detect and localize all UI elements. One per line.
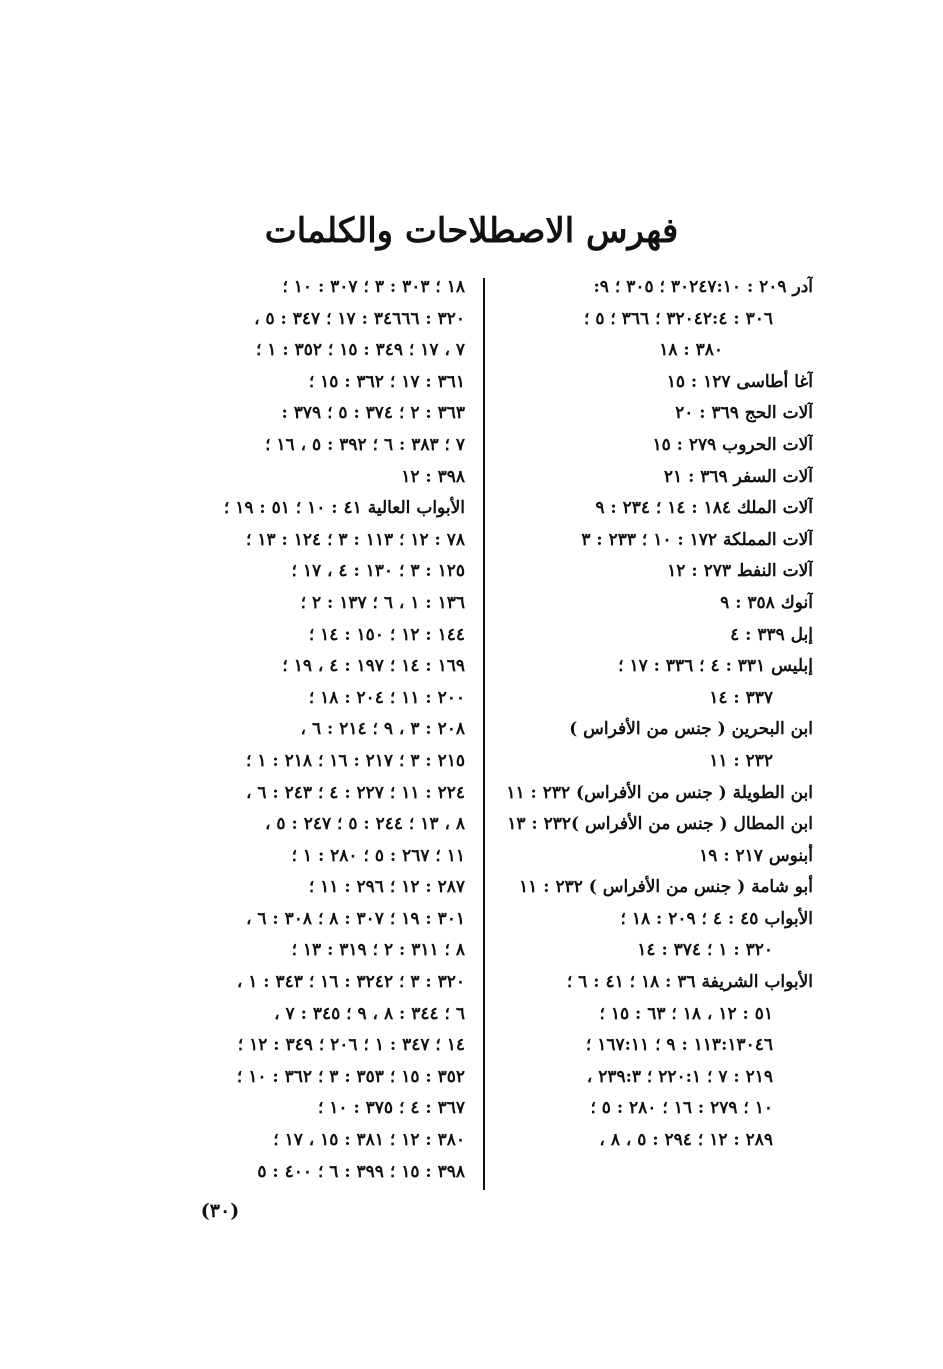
index-entry-line: آلات الحروب ٢٧٩ : ١٥ [652, 434, 813, 455]
index-entry-line: آنوك ٣٥٨ : ٩ [720, 592, 813, 613]
index-entry-line: الأبواب العالية ٤١ : ١٠ ؛ ٥١ : ١٩ ؛ [223, 498, 465, 519]
index-entry-line: ٢٨٧ : ١٢ ؛ ٢٩٦ : ١١ ؛ [308, 877, 465, 898]
index-entry-line: ١٦٩ : ١٤ ؛ ١٩٧ : ٤ ، ١٩ ؛ [282, 656, 465, 677]
index-entry-line: إبليس ٣٣١ : ٤ ؛ ٣٣٦ : ١٧ ؛ [618, 656, 813, 677]
index-entry-line: أبو شامة ( جنس من الأفراس ) ٢٣٢ : ١١ [519, 877, 813, 898]
index-entry-line: ١٣٦ : ١ ، ٦ ؛ ١٣٧ : ٢ ؛ [300, 592, 465, 613]
index-entry-line: ابن الطويلة ( جنس من الأفراس) ٢٣٢ : ١١ [506, 782, 813, 803]
index-entry-line: ٢١٥ : ٣ ؛ ٢١٧ : ١٦ ؛ ٢١٨ : ١ ؛ [246, 750, 465, 771]
index-entry-line: ١٤٤ : ١٢ ؛ ١٥٠ : ١٤ ؛ [308, 624, 465, 645]
index-entry-line: ٣٦٧ : ٤ ؛ ٣٧٥ : ١٠ ؛ [317, 1098, 465, 1119]
index-entry-line: ٧٨ : ١٢ ؛ ١١٣ : ٣ ؛ ١٢٤ : ١٣ ؛ [246, 529, 465, 550]
index-entry-line: ١٠ ؛ ٢٧٩ : ١٦ ؛ ٢٨٠ : ٥ ؛ [590, 1098, 773, 1119]
index-entry-line: آلات الملك ١٨٤ : ١٤ ؛ ٢٣٤ : ٩ [595, 498, 813, 519]
index-entry-line: ٢٠٨ : ٣ ، ٩ ؛ ٢١٤ : ٦ ، [300, 719, 465, 740]
index-entry-line: ٨ ، ١٣ ؛ ٢٤٤ : ٥ ؛ ٢٤٧ : ٥ ، [265, 814, 465, 835]
index-entry-line: آغا أطاسى ١٢٧ : ١٥ [666, 371, 813, 392]
index-entry-line: ١٨ ؛ ٣٠٣ : ٣ ؛ ٣٠٧ : ١٠ ؛ [282, 277, 465, 297]
index-column-left [147, 272, 465, 1188]
index-entry-line: ٢٠٠ : ١١ ؛ ٢٠٤ : ١٨ ؛ [308, 687, 465, 708]
index-entry-line: ٨ ؛ ٣١١ : ٢ ؛ ٣١٩ : ١٣ ؛ [291, 940, 465, 961]
index-entry-line: ٧ ، ١٧ ؛ ٣٤٩ : ١٥ ؛ ٣٥٢ : ١ ؛ [255, 340, 465, 361]
index-entry-line: آلات النفط ٢٧٣ : ١٢ [667, 561, 813, 582]
index-entry-line: ٣٩٨ : ١٥ ؛ ٣٩٩ : ٦ ؛ ٤٠٠ : ٥ [257, 1161, 465, 1182]
index-entry-line: ٢٣٢ : ١١ [709, 750, 773, 771]
index-entry-line: ٣٦٣ : ٢ ؛ ٣٧٤ : ٥ ؛ ٣٧٩ : [281, 403, 465, 424]
index-column-right [495, 272, 813, 1157]
page-title: فهرس الاصطلاحات والكلمات [264, 210, 679, 251]
index-entry-line: ٦ ؛ ٣٤٤ : ٨ ، ٩ ؛ ٣٤٥ : ٧ ، [274, 1003, 465, 1024]
index-entry-line: الأبواب ٤٥ : ٤ ؛ ٢٠٩ : ١٨ ؛ [620, 908, 813, 929]
index-entry-line: الأبواب الشريفة ٣٦ : ١٨ ؛ ٤١ : ٦ ؛ [566, 972, 813, 993]
index-entry-line: ٢٨٩ : ١٢ ؛ ٢٩٤ : ٥ ، ٨ ، [599, 1130, 773, 1151]
index-entry-line: ٣٢٠ : ٣ ؛ ٣٢٤٢ : ١٦ ؛ ٣٤٣ : ١ ، [236, 972, 465, 993]
index-entry-line: ٣٨٠ : ١٨ [659, 340, 723, 361]
index-entry-line: ٢٢٤ : ١١ ؛ ٢٢٧ : ٤ ؛ ٢٤٣ : ٦ ، [245, 782, 465, 803]
index-entry-line: ١٤ ؛ ٣٤٧ : ١ ؛ ٢٠٦ ؛ ٣٤٩ : ١٢ ؛ [237, 1035, 465, 1056]
index-entry-line: ٣٦١ : ١٧ ؛ ٣٦٢ : ١٥ ؛ [308, 371, 465, 392]
index-entry-line: أبنوس ٢١٧ : ١٩ [699, 845, 813, 866]
index-entry-line: ٣٠٦ : ٣٢٠٤٢:٤ ؛ ٣٦٦ ؛ ٥ ؛ [584, 308, 773, 329]
index-entry-line: آلات المملكة ١٧٢ : ١٠ ؛ ٢٣٣ : ٣ [581, 529, 813, 550]
index-entry-line: ٣٩٨ : ١٢ [401, 466, 465, 487]
page-number: (٣٠) [200, 1200, 240, 1222]
index-entry-line: ٣٨٠ : ١٢ ؛ ٣٨١ : ١٥ ، ١٧ ؛ [273, 1130, 465, 1151]
index-entry-line: آلات السفر ٣٦٩ : ٢١ [663, 466, 813, 487]
index-entry-line: ١٢٥ : ٣ ؛ ١٣٠ : ٤ ، ١٧ ؛ [291, 561, 465, 582]
index-entry-line: ٥١ : ١٢ ، ١٨ ؛ ٦٣ : ١٥ ؛ [599, 1003, 773, 1024]
index-entry-line: ١١٣:١٣٠٤٦ : ٩ ؛ ١٦٧:١١ ؛ [585, 1035, 773, 1056]
index-entry-line: ابن المطال ( جنس من الأفراس )٢٣٢ : ١٣ [507, 814, 813, 835]
index-entry-line: ٣٣٧ : ١٤ [709, 687, 773, 708]
index-entry-line: ٣٠١ : ١٩ ؛ ٣٠٧ : ٨ ؛ ٣٠٨ : ٦ ، [245, 908, 465, 929]
index-entry-line: ٧ ؛ ٣٨٣ : ٦ ؛ ٣٩٢ : ٥ ، ١٦ ؛ [265, 434, 465, 455]
index-entry-line: ٢١٩ : ٧ ؛ ٢٢٠:١ ؛ ٢٣٩:٣ ، [586, 1066, 773, 1087]
index-entry-line: آدر ٢٠٩ : ٣٠٢٤٧:١٠ ؛ ٣٠٥ ؛ ٩: [593, 277, 813, 297]
index-entry-line: ٣٥٢ : ١٥ ؛ ٣٥٣ : ٣ ؛ ٣٦٢ : ١٠ ؛ [236, 1066, 465, 1087]
index-entry-line: آلات الحج ٣٦٩ : ٢٠ [675, 403, 813, 424]
index-entry-line: ١١ ؛ ٢٦٧ : ٥ ؛ ٢٨٠ : ١ ؛ [291, 845, 465, 866]
index-entry-line: ابن البحرين ( جنس من الأفراس ) [569, 719, 813, 740]
index-entry-line: ٣٢٠ : ١ ؛ ٣٧٤ : ١٤ [637, 940, 773, 961]
index-entry-line: إبل ٣٣٩ : ٤ [730, 624, 813, 645]
column-divider [483, 278, 485, 1190]
index-entry-line: ٣٢٠ : ٣٤٦٦٦ : ١٧ ؛ ٣٤٧ : ٥ ، [254, 308, 465, 329]
